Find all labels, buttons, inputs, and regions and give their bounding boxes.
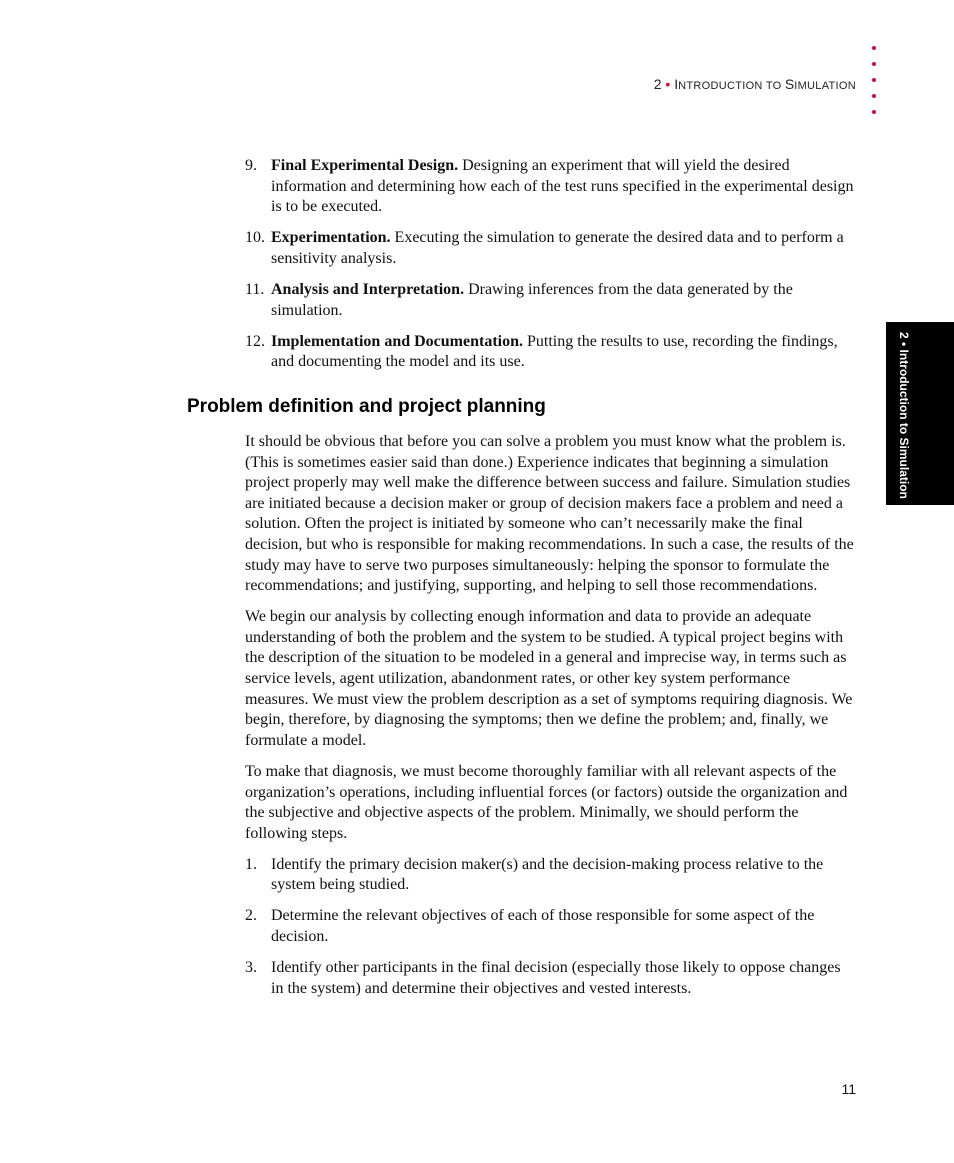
paragraph: We begin our analysis by collecting enough information and data to provide an adequate understanding of both the problem and the system to be studied. A typical project begins with the description of the situation to be modeled in a general and imprecise way, in terms such as service levels, agent utilization, abandonment rates, or other key system performance measures. We must view the problem description as a set of symptoms requiring diagnosis. We begin, therefore, by diagnosing the symptoms; then we define the problem; and, finally, we formulate a model. — [245, 608, 853, 749]
steps-continued-list — [245, 156, 855, 383]
list-item: 3. Identify other participants in the final decision (especially those likely to oppose changes in the system) and determine their objectives and vested interests. — [245, 959, 841, 997]
section-heading: Problem definition and project planning — [187, 396, 546, 417]
side-tab-label: 2 • Introduction to Simulation — [897, 332, 911, 499]
chapter-number: 2 — [653, 76, 662, 92]
bullet-icon: • — [665, 76, 671, 92]
list-item: 11. Analysis and Interpretation. Drawing inferences from the data generated by the simulation. — [245, 280, 793, 319]
list-item: 9. Final Experimental Design. Designing an experiment that will yield the desired information and determining how each of the test runs specified in the experimental design is to be executed. — [245, 157, 854, 216]
list-item: 1. Identify the primary decision maker(s) and the decision-making process relative to the system being studied. — [245, 855, 824, 894]
list-item: 12. Implementation and Documentation. Putting the results to use, recording the findings, and documenting the model and its use. — [245, 332, 838, 371]
list-item: 10. Experimentation. Executing the simulation to generate the desired data and to perform a sensitivity analysis. — [245, 229, 844, 267]
running-head — [654, 76, 856, 92]
page-number: 11 — [841, 1081, 856, 1097]
dot-icon — [872, 46, 876, 50]
margin-dots — [872, 46, 882, 126]
chapter-title: INTRODUCTION TO SIMULATION — [674, 76, 856, 92]
dot-icon — [872, 110, 876, 114]
chapter-side-tab — [886, 322, 954, 505]
list-item: 2. Determine the relevant objectives of each of those responsible for some aspect of the decision. — [245, 907, 815, 946]
section-body — [245, 432, 855, 1010]
paragraph: To make that diagnosis, we must become thoroughly familiar with all relevant aspects of the organization’s operations, including influential forces (or factors) outside the organization and the subjective and objective aspects of the problem. Minimally, we should perform the following steps. — [245, 762, 848, 842]
dot-icon — [872, 78, 876, 82]
dot-icon — [872, 62, 876, 66]
dot-icon — [872, 94, 876, 98]
paragraph: It should be obvious that before you can solve a problem you must know what the problem is. (This is sometimes easier said than done.) Experience indicates that beginning a simulation project properly may well make the difference between success and failure. Simulation studies are initiated because a decision maker or group of decision makers face a problem and need a solution. Often the project is initiated by someone who can’t necessarily make the final decision, but who is responsible for making recommendations. In such a case, the results of the study may have to serve two purposes simultaneously: helping the sponsor to formulate the recommendations; and justifying, supporting, and helping to sell those recommendations. — [245, 433, 854, 595]
